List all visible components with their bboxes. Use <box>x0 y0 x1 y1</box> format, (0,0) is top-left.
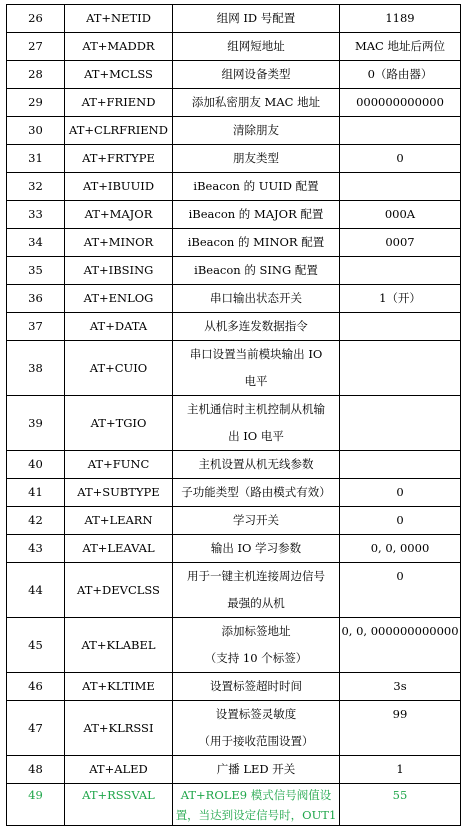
table-row <box>7 507 461 535</box>
command-description <box>173 145 340 173</box>
default-value: 000A <box>340 201 461 229</box>
command-name: AT+DATA <box>65 313 173 341</box>
command-description <box>173 201 340 229</box>
command-description <box>173 341 340 396</box>
default-value: 0 <box>340 507 461 535</box>
description-line: 最强的从机 <box>227 596 285 610</box>
command-name: AT+IBUUID <box>65 173 173 201</box>
table-row <box>7 33 461 61</box>
command-name: AT+SUBTYPE <box>65 479 173 507</box>
description-line: 主机通信时主机控制从机输 <box>187 402 325 416</box>
description-line: 添加私密朋友 MAC 地址 <box>191 95 321 109</box>
description-line: 输出 IO 学习参数 <box>210 541 302 555</box>
command-name: AT+ENLOG <box>65 285 173 313</box>
default-value: 0 <box>340 479 461 507</box>
row-number: 26 <box>7 5 65 33</box>
description-line: 组网 ID 号配置 <box>216 11 296 25</box>
default-value <box>340 451 461 479</box>
default-value: 99 <box>340 701 461 756</box>
command-description <box>173 117 340 145</box>
default-value: 1189 <box>340 5 461 33</box>
command-description <box>173 479 340 507</box>
command-name: AT+LEARN <box>65 507 173 535</box>
default-value: 0（路由器） <box>340 61 461 89</box>
command-description <box>173 673 340 701</box>
command-description <box>173 229 340 257</box>
description-line: 串口输出状态开关 <box>210 291 302 305</box>
command-description <box>173 535 340 563</box>
description-line: （支持 10 个标签） <box>204 651 308 665</box>
command-name: AT+NETID <box>65 5 173 33</box>
table-row <box>7 396 461 451</box>
command-description <box>173 563 340 618</box>
default-value: 3s <box>340 673 461 701</box>
row-number: 36 <box>7 285 65 313</box>
table-row <box>7 229 461 257</box>
command-description <box>173 756 340 784</box>
row-number: 49 <box>7 784 65 826</box>
table-row <box>7 784 461 826</box>
table-row <box>7 673 461 701</box>
description-line: 置，当达到设定信号时，OUT1 <box>175 808 337 822</box>
command-description <box>173 33 340 61</box>
default-value: 0, 0, 000000000000 <box>340 618 461 673</box>
description-line: iBeacon 的 MINOR 配置 <box>187 235 325 249</box>
command-name: AT+KLTIME <box>65 673 173 701</box>
default-value: 000000000000 <box>340 89 461 117</box>
table-row <box>7 117 461 145</box>
description-line: AT+ROLE9 模式信号阀值设 <box>180 788 332 802</box>
description-line: （用于接收范围设置） <box>198 734 314 748</box>
command-name: AT+FRTYPE <box>65 145 173 173</box>
row-number: 40 <box>7 451 65 479</box>
command-description <box>173 618 340 673</box>
table-row <box>7 5 461 33</box>
description-line: 从机多连发数据指令 <box>204 319 308 333</box>
default-value <box>340 257 461 285</box>
description-line: 主机设置从机无线参数 <box>198 457 314 471</box>
description-line: 出 IO 电平 <box>228 429 284 443</box>
default-value: 0007 <box>340 229 461 257</box>
command-name: AT+RSSVAL <box>65 784 173 826</box>
command-description <box>173 701 340 756</box>
description-line: 组网短地址 <box>227 39 285 53</box>
row-number: 45 <box>7 618 65 673</box>
command-name: AT+MADDR <box>65 33 173 61</box>
row-number: 30 <box>7 117 65 145</box>
row-number: 32 <box>7 173 65 201</box>
table-row <box>7 451 461 479</box>
row-number: 41 <box>7 479 65 507</box>
command-description <box>173 507 340 535</box>
description-line: 串口设置当前模块输出 IO <box>189 347 323 361</box>
command-name: AT+CUIO <box>65 341 173 396</box>
at-command-table <box>6 4 461 826</box>
table-row <box>7 756 461 784</box>
table-row <box>7 61 461 89</box>
row-number: 42 <box>7 507 65 535</box>
description-line: 朋友类型 <box>233 151 279 165</box>
row-number: 48 <box>7 756 65 784</box>
table-row <box>7 341 461 396</box>
command-description <box>173 313 340 341</box>
table-row <box>7 285 461 313</box>
command-description <box>173 61 340 89</box>
default-value: 1 <box>340 756 461 784</box>
description-line: 电平 <box>244 374 268 388</box>
description-line: 组网设备类型 <box>221 67 291 81</box>
command-name: AT+FUNC <box>65 451 173 479</box>
table-row <box>7 701 461 756</box>
command-name: AT+TGIO <box>65 396 173 451</box>
description-line: 设置标签超时时间 <box>210 679 302 693</box>
row-number: 38 <box>7 341 65 396</box>
default-value <box>340 173 461 201</box>
description-line: iBeacon 的 UUID 配置 <box>193 179 319 193</box>
default-value <box>340 313 461 341</box>
command-name: AT+CLRFRIEND <box>65 117 173 145</box>
command-description <box>173 396 340 451</box>
table-row <box>7 201 461 229</box>
default-value: 0 <box>340 145 461 173</box>
row-number: 37 <box>7 313 65 341</box>
row-number: 31 <box>7 145 65 173</box>
command-description <box>173 285 340 313</box>
command-name: AT+IBSING <box>65 257 173 285</box>
description-line: 设置标签灵敏度 <box>215 707 297 721</box>
table-row <box>7 563 461 618</box>
description-line: 用于一键主机连接周边信号 <box>187 569 325 583</box>
default-value: 0, 0, 0000 <box>340 535 461 563</box>
at-command-table-body <box>7 5 461 826</box>
table-row <box>7 257 461 285</box>
command-description <box>173 89 340 117</box>
table-row <box>7 479 461 507</box>
command-name: AT+MCLSS <box>65 61 173 89</box>
table-row <box>7 145 461 173</box>
default-value: 1（开） <box>340 285 461 313</box>
command-description <box>173 784 340 826</box>
description-line: 子功能类型（路由模式有效） <box>181 485 331 499</box>
table-row <box>7 535 461 563</box>
command-description <box>173 173 340 201</box>
row-number: 39 <box>7 396 65 451</box>
command-description <box>173 257 340 285</box>
table-row <box>7 313 461 341</box>
default-value <box>340 341 461 396</box>
command-name: AT+KLRSSI <box>65 701 173 756</box>
description-line: iBeacon 的 MAJOR 配置 <box>188 207 324 221</box>
row-number: 34 <box>7 229 65 257</box>
row-number: 27 <box>7 33 65 61</box>
default-value: 55 <box>340 784 461 826</box>
description-line: 学习开关 <box>233 513 279 527</box>
description-line: iBeacon 的 SING 配置 <box>194 263 318 277</box>
table-row <box>7 618 461 673</box>
row-number: 29 <box>7 89 65 117</box>
row-number: 47 <box>7 701 65 756</box>
row-number: 35 <box>7 257 65 285</box>
description-line: 添加标签地址 <box>221 624 291 638</box>
default-value <box>340 117 461 145</box>
row-number: 28 <box>7 61 65 89</box>
row-number: 43 <box>7 535 65 563</box>
default-value: MAC 地址后两位 <box>340 33 461 61</box>
table-row <box>7 173 461 201</box>
table-row <box>7 89 461 117</box>
row-number: 33 <box>7 201 65 229</box>
command-description <box>173 5 340 33</box>
row-number: 46 <box>7 673 65 701</box>
command-description <box>173 451 340 479</box>
command-name: AT+DEVCLSS <box>65 563 173 618</box>
row-number: 44 <box>7 563 65 618</box>
command-name: AT+LEAVAL <box>65 535 173 563</box>
command-name: AT+ALED <box>65 756 173 784</box>
default-value: 0 <box>340 563 461 618</box>
command-name: AT+MAJOR <box>65 201 173 229</box>
description-line: 广播 LED 开关 <box>216 762 296 776</box>
command-name: AT+FRIEND <box>65 89 173 117</box>
default-value <box>340 396 461 451</box>
description-line: 清除朋友 <box>233 123 279 137</box>
command-name: AT+MINOR <box>65 229 173 257</box>
command-name: AT+KLABEL <box>65 618 173 673</box>
